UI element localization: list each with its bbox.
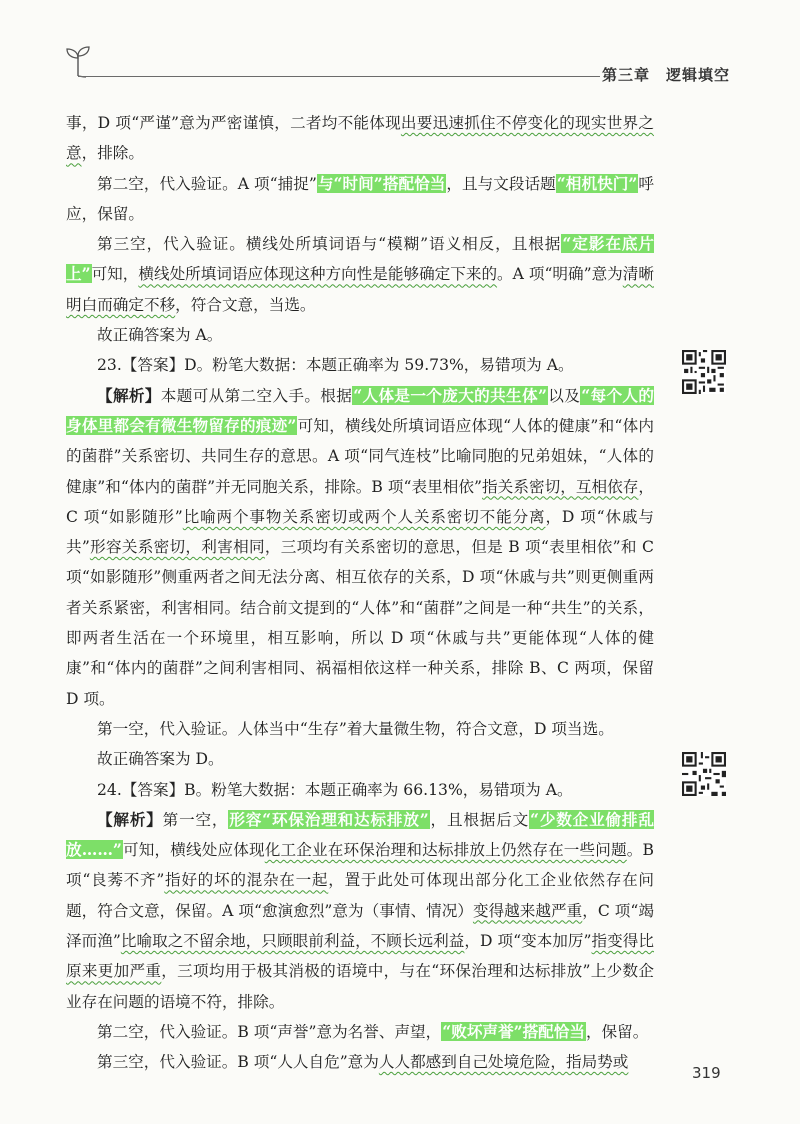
page-number: 319 — [692, 1064, 721, 1082]
answer-line: 故正确答案为 D。 — [97, 750, 224, 769]
answer-line: 故正确答案为 A。 — [97, 326, 223, 345]
paragraph: 第一空，代入验证。人体当中“生存”着大量微生物，符合文意，D 项当选。 — [97, 719, 614, 738]
paragraph: 第三空，代入验证。横线处所填词语与“模糊”语义相反，且根据“定影在底片上”可知，横线处所填词语应体现这种方向性是能够确定下来的。A 项“明确”意为清晰明白而确定不移，符合文意，当选。 — [66, 234, 654, 314]
chapter-number: 第三章 — [602, 66, 651, 84]
body-text — [66, 108, 654, 1078]
analysis-23: 【解析】本题可从第二空入手。根据“人体是一个庞大的共生体”以及“每个人的身体里都会有微生物留存的痕迹”可知，横线处所填词语应体现“人体的健康”和“体内的菌群”关系密切、共同生存的意思。A 项“同气连枝”比喻同胞的兄弟姐妹，“人体的健康”和“体内的菌群”并无同胞关系，排除。B 项“表里相依”指关系密切，互相依存，C 项“如影随形”比喻两个事物关系密切或两个人关系密切不能分离，D 项“休戚与共”形容关系密切，利害相同，三项均有关系密切的意思，但是 B 项“表里相依”和 C 项“如影随形”侧重两者之间无法分离、相互依存的关系，D 项“休戚与共”则更侧重两者关系紧密，利害相同。结合前文提到的“人体”和“菌群”之间是一种“共生”的关系，即两者生活在一个环境里，相互影响，所以 D 项“休戚与共”更能体现“人体的健康”和“体内的菌群”之间利害相同、祸福相依这样一种关系，排除 B、C 两项，保留 D 项。 — [66, 385, 654, 708]
paragraph: 第三空，代入验证。B 项“人人自危”意为人人都感到自己处境危险，指局势或 — [97, 1053, 629, 1072]
paragraph: 第二空，代入验证。A 项“捕捉”与“时间”搭配恰当，且与文段话题“相机快门”呼应，保留。 — [66, 173, 654, 223]
paragraph: 第二空，代入验证。B 项“声誉”意为名誉、声望，“败坏声誉”搭配恰当，保留。 — [97, 1021, 649, 1041]
header-rule — [78, 76, 600, 77]
qr-code-icon[interactable] — [682, 752, 726, 796]
sprout-icon — [58, 40, 98, 80]
answer-24: 24.【答案】B。粉笔大数据：本题正确率为 66.13%，易错项为 A。 — [97, 780, 573, 799]
chapter-header — [602, 64, 746, 85]
qr-code-icon[interactable] — [682, 350, 726, 394]
chapter-title: 逻辑填空 — [666, 66, 731, 84]
analysis-24: 【解析】第一空，形容“环保治理和达标排放”，且根据后文“少数企业偷排乱放……”可知，横线处应体现化工企业在环保治理和达标排放上仍然存在一些问题。B 项“良莠不齐”指好的坏的混杂在一起，置于此处可体现出部分化工企业依然存在问题，符合文意，保留。A 项“愈演愈烈”意为（事情、情况）变得越来越严重，C 项“竭泽而渔”比喻取之不留余地，只顾眼前利益，不顾长远利益，D 项“变本加厉”指变得比原来更加严重，三项均用于极其消极的语境中，与在“环保治理和达标排放”上少数企业存在问题的语境不符，排除。 — [66, 809, 654, 1011]
answer-23: 23.【答案】D。粉笔大数据：本题正确率为 59.73%，易错项为 A。 — [97, 356, 574, 375]
paragraph: 事，D 项“严谨”意为严密谨慎，二者均不能体现出要迅速抓住不停变化的现实世界之意，排除。 — [66, 114, 654, 163]
